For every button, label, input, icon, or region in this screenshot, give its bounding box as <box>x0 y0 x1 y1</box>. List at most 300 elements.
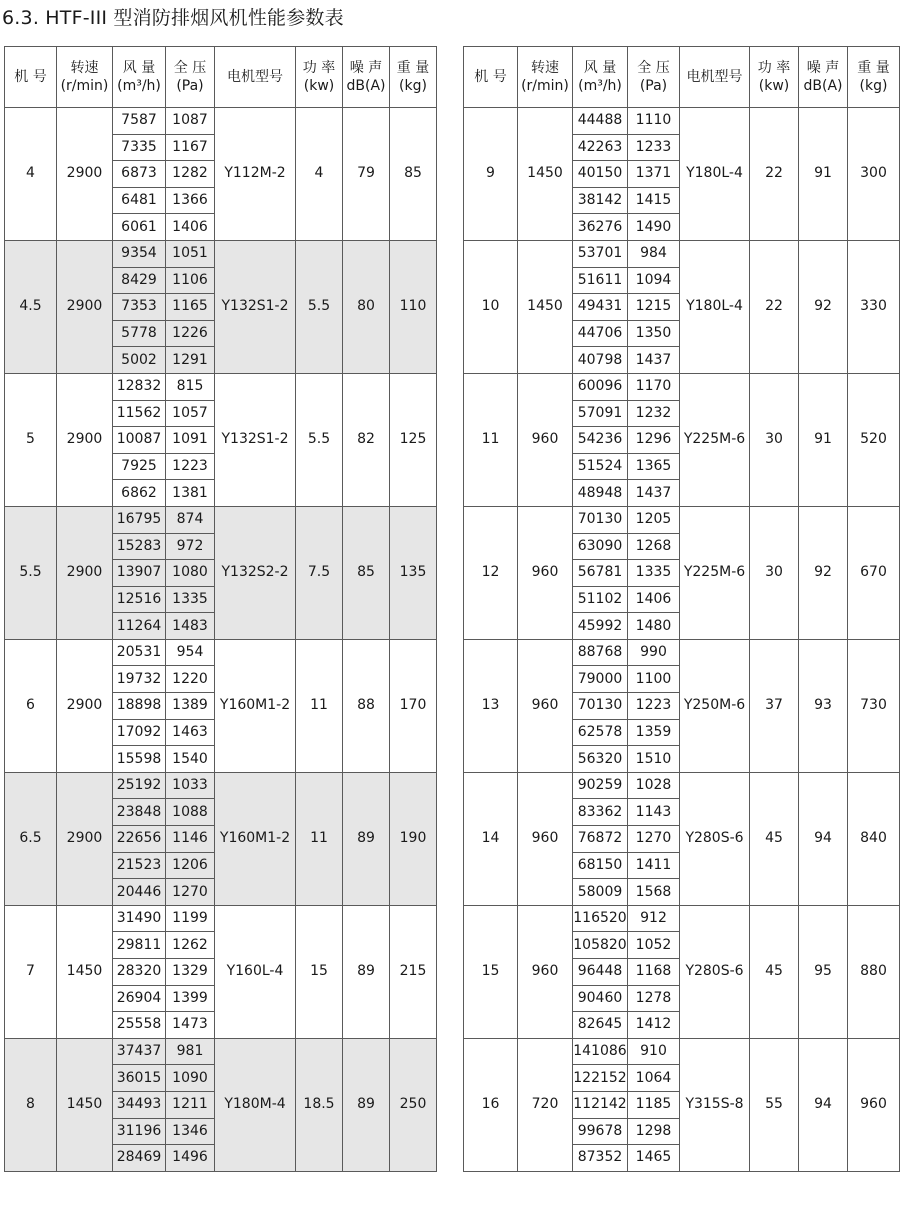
motor-model-cell: Y180M-4 <box>215 1038 296 1171</box>
airflow-cell: 13907 <box>113 560 166 587</box>
airflow-cell: 37437 <box>113 1038 166 1065</box>
header-row <box>5 47 437 108</box>
pressure-cell: 1168 <box>628 959 680 986</box>
col-machine-no-header <box>5 47 57 108</box>
airflow-cell: 7587 <box>113 108 166 135</box>
motor-model-cell: Y132S2-2 <box>215 506 296 639</box>
table-row <box>464 639 900 666</box>
weight-cell: 880 <box>848 905 900 1038</box>
power-cell: 15 <box>296 905 343 1038</box>
airflow-cell: 44488 <box>573 108 628 135</box>
pressure-cell: 990 <box>628 639 680 666</box>
power-cell: 11 <box>296 772 343 905</box>
pressure-cell: 1366 <box>166 187 215 214</box>
page-title: 6.3. HTF-III 型消防排烟风机性能参数表 <box>2 7 344 29</box>
pressure-cell: 1167 <box>166 134 215 161</box>
pressure-cell: 981 <box>166 1038 215 1065</box>
machine-no-cell: 15 <box>464 905 518 1038</box>
airflow-cell: 6481 <box>113 187 166 214</box>
pressure-cell: 1406 <box>166 214 215 241</box>
noise-cell: 94 <box>799 772 848 905</box>
col-pressure-header <box>166 47 215 108</box>
pressure-cell: 972 <box>166 533 215 560</box>
pressure-cell: 1223 <box>628 693 680 720</box>
speed-cell: 1450 <box>57 905 113 1038</box>
table-row <box>464 905 900 932</box>
machine-no-cell: 12 <box>464 506 518 639</box>
speed-cell: 2900 <box>57 108 113 241</box>
airflow-cell: 20531 <box>113 639 166 666</box>
pressure-cell: 874 <box>166 506 215 533</box>
table-row <box>5 772 437 799</box>
pressure-cell: 1165 <box>166 294 215 321</box>
pressure-cell: 1278 <box>628 985 680 1012</box>
airflow-cell: 29811 <box>113 932 166 959</box>
header-line-1: 机 号 <box>474 69 507 85</box>
power-cell: 55 <box>750 1038 799 1171</box>
pressure-cell: 1211 <box>166 1091 215 1118</box>
header-line-2: dB(A) <box>803 78 843 94</box>
airflow-cell: 7925 <box>113 453 166 480</box>
speed-cell: 960 <box>518 506 573 639</box>
airflow-cell: 51524 <box>573 453 628 480</box>
motor-model-cell: Y160M1-2 <box>215 639 296 772</box>
airflow-cell: 6873 <box>113 161 166 188</box>
pressure-cell: 1480 <box>628 613 680 640</box>
pressure-cell: 1091 <box>166 427 215 454</box>
pressure-cell: 1381 <box>166 480 215 507</box>
header-line-2: (kw) <box>303 78 335 94</box>
airflow-cell: 122152 <box>573 1065 628 1092</box>
noise-cell: 85 <box>343 506 390 639</box>
speed-cell: 960 <box>518 772 573 905</box>
pressure-cell: 1100 <box>628 666 680 693</box>
airflow-cell: 7353 <box>113 294 166 321</box>
header-row <box>464 47 900 108</box>
weight-cell: 110 <box>390 240 437 373</box>
airflow-cell: 51102 <box>573 586 628 613</box>
header-line-1: 机 号 <box>14 69 47 85</box>
airflow-cell: 49431 <box>573 294 628 321</box>
pressure-cell: 1223 <box>166 453 215 480</box>
pressure-cell: 1490 <box>628 214 680 241</box>
header-line-2: (Pa) <box>639 78 668 94</box>
header-line-1: 风 量 <box>122 60 156 76</box>
performance-table-left <box>4 46 437 1172</box>
airflow-cell: 6862 <box>113 480 166 507</box>
pressure-cell: 1033 <box>166 772 215 799</box>
airflow-cell: 68150 <box>573 852 628 879</box>
airflow-cell: 48948 <box>573 480 628 507</box>
pressure-cell: 1463 <box>166 719 215 746</box>
power-cell: 11 <box>296 639 343 772</box>
power-cell: 7.5 <box>296 506 343 639</box>
pressure-cell: 912 <box>628 905 680 932</box>
header-line-1: 重 量 <box>857 60 890 76</box>
airflow-cell: 141086 <box>573 1038 628 1065</box>
pressure-cell: 1094 <box>628 267 680 294</box>
table-row <box>464 108 900 135</box>
pressure-cell: 1437 <box>628 347 680 374</box>
noise-cell: 79 <box>343 108 390 241</box>
power-cell: 4 <box>296 108 343 241</box>
pressure-cell: 1206 <box>166 852 215 879</box>
pressure-cell: 1064 <box>628 1065 680 1092</box>
airflow-cell: 25558 <box>113 1012 166 1039</box>
pressure-cell: 1411 <box>628 852 680 879</box>
pressure-cell: 1350 <box>628 320 680 347</box>
airflow-cell: 53701 <box>573 240 628 267</box>
motor-model-cell: Y315S-8 <box>680 1038 750 1171</box>
motor-model-cell: Y225M-6 <box>680 373 750 506</box>
noise-cell: 88 <box>343 639 390 772</box>
pressure-cell: 1262 <box>166 932 215 959</box>
speed-cell: 720 <box>518 1038 573 1171</box>
header-line-1: 噪 声 <box>806 60 840 76</box>
machine-no-cell: 7 <box>5 905 57 1038</box>
weight-cell: 85 <box>390 108 437 241</box>
machine-no-cell: 6.5 <box>5 772 57 905</box>
weight-cell: 250 <box>390 1038 437 1171</box>
speed-cell: 2900 <box>57 240 113 373</box>
airflow-cell: 54236 <box>573 427 628 454</box>
pressure-cell: 1268 <box>628 533 680 560</box>
airflow-cell: 10087 <box>113 427 166 454</box>
machine-no-cell: 14 <box>464 772 518 905</box>
pressure-cell: 1110 <box>628 108 680 135</box>
airflow-cell: 57091 <box>573 400 628 427</box>
airflow-cell: 70130 <box>573 693 628 720</box>
airflow-cell: 8429 <box>113 267 166 294</box>
power-cell: 22 <box>750 240 799 373</box>
airflow-cell: 36015 <box>113 1065 166 1092</box>
airflow-cell: 99678 <box>573 1118 628 1145</box>
speed-cell: 2900 <box>57 639 113 772</box>
speed-cell: 1450 <box>57 1038 113 1171</box>
pressure-cell: 954 <box>166 639 215 666</box>
noise-cell: 92 <box>799 240 848 373</box>
weight-cell: 190 <box>390 772 437 905</box>
weight-cell: 670 <box>848 506 900 639</box>
machine-no-cell: 4 <box>5 108 57 241</box>
airflow-cell: 40798 <box>573 347 628 374</box>
noise-cell: 89 <box>343 1038 390 1171</box>
pressure-cell: 1399 <box>166 985 215 1012</box>
col-pressure-header <box>628 47 680 108</box>
machine-no-cell: 8 <box>5 1038 57 1171</box>
airflow-cell: 60096 <box>573 373 628 400</box>
pressure-cell: 1437 <box>628 480 680 507</box>
header-line-2: (Pa) <box>176 78 204 94</box>
airflow-cell: 90460 <box>573 985 628 1012</box>
table-row <box>5 373 437 400</box>
airflow-cell: 105820 <box>573 932 628 959</box>
airflow-cell: 26904 <box>113 985 166 1012</box>
power-cell: 37 <box>750 639 799 772</box>
airflow-cell: 51611 <box>573 267 628 294</box>
col-weight-header <box>390 47 437 108</box>
speed-cell: 2900 <box>57 506 113 639</box>
airflow-cell: 82645 <box>573 1012 628 1039</box>
speed-cell: 960 <box>518 373 573 506</box>
power-cell: 45 <box>750 772 799 905</box>
noise-cell: 89 <box>343 772 390 905</box>
airflow-cell: 5002 <box>113 347 166 374</box>
pressure-cell: 1291 <box>166 347 215 374</box>
machine-no-cell: 13 <box>464 639 518 772</box>
motor-model-cell: Y132S1-2 <box>215 373 296 506</box>
airflow-cell: 90259 <box>573 772 628 799</box>
table-row <box>5 108 437 135</box>
weight-cell: 300 <box>848 108 900 241</box>
pressure-cell: 1465 <box>628 1145 680 1172</box>
pressure-cell: 1389 <box>166 693 215 720</box>
noise-cell: 80 <box>343 240 390 373</box>
airflow-cell: 11562 <box>113 400 166 427</box>
noise-cell: 94 <box>799 1038 848 1171</box>
table-row <box>5 905 437 932</box>
pressure-cell: 1080 <box>166 560 215 587</box>
pressure-cell: 1296 <box>628 427 680 454</box>
pressure-cell: 1415 <box>628 187 680 214</box>
speed-cell: 2900 <box>57 772 113 905</box>
col-airflow-header <box>113 47 166 108</box>
motor-model-cell: Y180L-4 <box>680 240 750 373</box>
header-line-2: (kw) <box>758 78 790 94</box>
airflow-cell: 45992 <box>573 613 628 640</box>
pressure-cell: 1170 <box>628 373 680 400</box>
table-row <box>5 639 437 666</box>
machine-no-cell: 4.5 <box>5 240 57 373</box>
airflow-cell: 96448 <box>573 959 628 986</box>
airflow-cell: 28320 <box>113 959 166 986</box>
weight-cell: 170 <box>390 639 437 772</box>
pressure-cell: 1028 <box>628 772 680 799</box>
airflow-cell: 9354 <box>113 240 166 267</box>
airflow-cell: 83362 <box>573 799 628 826</box>
pressure-cell: 1052 <box>628 932 680 959</box>
pressure-cell: 815 <box>166 373 215 400</box>
noise-cell: 92 <box>799 506 848 639</box>
pressure-cell: 1226 <box>166 320 215 347</box>
pressure-cell: 1568 <box>628 879 680 906</box>
machine-no-cell: 9 <box>464 108 518 241</box>
pressure-cell: 1406 <box>628 586 680 613</box>
noise-cell: 91 <box>799 373 848 506</box>
table-body <box>464 108 900 1172</box>
airflow-cell: 40150 <box>573 161 628 188</box>
header-line-1: 噪 声 <box>349 60 383 76</box>
table-row <box>464 240 900 267</box>
pressure-cell: 1220 <box>166 666 215 693</box>
motor-model-cell: Y112M-2 <box>215 108 296 241</box>
motor-model-cell: Y160M1-2 <box>215 772 296 905</box>
header-line-2: (m³/h) <box>117 78 161 94</box>
airflow-cell: 56781 <box>573 560 628 587</box>
airflow-cell: 12516 <box>113 586 166 613</box>
machine-no-cell: 16 <box>464 1038 518 1171</box>
col-speed-header <box>518 47 573 108</box>
pressure-cell: 1143 <box>628 799 680 826</box>
airflow-cell: 21523 <box>113 852 166 879</box>
airflow-cell: 42263 <box>573 134 628 161</box>
col-power-header <box>296 47 343 108</box>
speed-cell: 960 <box>518 905 573 1038</box>
weight-cell: 330 <box>848 240 900 373</box>
header-line-1: 转速 <box>70 60 99 76</box>
airflow-cell: 112142 <box>573 1091 628 1118</box>
noise-cell: 91 <box>799 108 848 241</box>
header-line-2: (r/min) <box>521 78 569 94</box>
airflow-cell: 23848 <box>113 799 166 826</box>
pressure-cell: 1051 <box>166 240 215 267</box>
header-line-1: 重 量 <box>396 60 430 76</box>
pressure-cell: 1412 <box>628 1012 680 1039</box>
airflow-cell: 22656 <box>113 826 166 853</box>
col-noise-header <box>343 47 390 108</box>
header-line-2: (kg) <box>399 78 427 94</box>
pressure-cell: 1335 <box>628 560 680 587</box>
pressure-cell: 1087 <box>166 108 215 135</box>
col-weight-header <box>848 47 900 108</box>
header-line-1: 转速 <box>531 60 559 76</box>
airflow-cell: 62578 <box>573 719 628 746</box>
airflow-cell: 25192 <box>113 772 166 799</box>
airflow-cell: 7335 <box>113 134 166 161</box>
power-cell: 5.5 <box>296 240 343 373</box>
pressure-cell: 1233 <box>628 134 680 161</box>
airflow-cell: 88768 <box>573 639 628 666</box>
weight-cell: 125 <box>390 373 437 506</box>
pressure-cell: 1329 <box>166 959 215 986</box>
weight-cell: 520 <box>848 373 900 506</box>
machine-no-cell: 10 <box>464 240 518 373</box>
airflow-cell: 63090 <box>573 533 628 560</box>
weight-cell: 730 <box>848 639 900 772</box>
header-line-2: dB(A) <box>346 78 386 94</box>
col-airflow-header <box>573 47 628 108</box>
pressure-cell: 1335 <box>166 586 215 613</box>
airflow-cell: 6061 <box>113 214 166 241</box>
pressure-cell: 1483 <box>166 613 215 640</box>
pressure-cell: 1346 <box>166 1118 215 1145</box>
speed-cell: 960 <box>518 639 573 772</box>
motor-model-cell: Y180L-4 <box>680 108 750 241</box>
airflow-cell: 79000 <box>573 666 628 693</box>
airflow-cell: 36276 <box>573 214 628 241</box>
motor-model-cell: Y132S1-2 <box>215 240 296 373</box>
weight-cell: 960 <box>848 1038 900 1171</box>
motor-model-cell: Y225M-6 <box>680 506 750 639</box>
noise-cell: 89 <box>343 905 390 1038</box>
col-noise-header <box>799 47 848 108</box>
noise-cell: 93 <box>799 639 848 772</box>
machine-no-cell: 5 <box>5 373 57 506</box>
header-line-1: 全 压 <box>173 60 207 76</box>
pressure-cell: 1205 <box>628 506 680 533</box>
pressure-cell: 1270 <box>628 826 680 853</box>
table-body <box>5 108 437 1172</box>
power-cell: 30 <box>750 373 799 506</box>
airflow-cell: 16795 <box>113 506 166 533</box>
airflow-cell: 5778 <box>113 320 166 347</box>
airflow-cell: 11264 <box>113 613 166 640</box>
airflow-cell: 17092 <box>113 719 166 746</box>
airflow-cell: 15598 <box>113 746 166 773</box>
noise-cell: 82 <box>343 373 390 506</box>
header-line-1: 全 压 <box>637 60 670 76</box>
motor-model-cell: Y250M-6 <box>680 639 750 772</box>
pressure-cell: 1057 <box>166 400 215 427</box>
pressure-cell: 1282 <box>166 161 215 188</box>
motor-model-cell: Y280S-6 <box>680 772 750 905</box>
weight-cell: 135 <box>390 506 437 639</box>
pressure-cell: 1496 <box>166 1145 215 1172</box>
airflow-cell: 12832 <box>113 373 166 400</box>
airflow-cell: 28469 <box>113 1145 166 1172</box>
table-row <box>464 772 900 799</box>
machine-no-cell: 11 <box>464 373 518 506</box>
table-row <box>5 240 437 267</box>
airflow-cell: 56320 <box>573 746 628 773</box>
header-line-1: 功 率 <box>302 60 336 76</box>
col-motor-header <box>680 47 750 108</box>
pressure-cell: 1090 <box>166 1065 215 1092</box>
pressure-cell: 1270 <box>166 879 215 906</box>
pressure-cell: 1088 <box>166 799 215 826</box>
airflow-cell: 19732 <box>113 666 166 693</box>
col-motor-header <box>215 47 296 108</box>
airflow-cell: 76872 <box>573 826 628 853</box>
pressure-cell: 1510 <box>628 746 680 773</box>
pressure-cell: 1146 <box>166 826 215 853</box>
airflow-cell: 18898 <box>113 693 166 720</box>
airflow-cell: 20446 <box>113 879 166 906</box>
pressure-cell: 1371 <box>628 161 680 188</box>
power-cell: 45 <box>750 905 799 1038</box>
pressure-cell: 1185 <box>628 1091 680 1118</box>
header-line-1: 电机型号 <box>686 69 743 85</box>
motor-model-cell: Y280S-6 <box>680 905 750 1038</box>
pressure-cell: 1540 <box>166 746 215 773</box>
header-line-1: 功 率 <box>757 60 791 76</box>
weight-cell: 215 <box>390 905 437 1038</box>
airflow-cell: 34493 <box>113 1091 166 1118</box>
header-line-1: 风 量 <box>583 60 617 76</box>
airflow-cell: 38142 <box>573 187 628 214</box>
airflow-cell: 58009 <box>573 879 628 906</box>
airflow-cell: 31490 <box>113 905 166 932</box>
pressure-cell: 910 <box>628 1038 680 1065</box>
pressure-cell: 1215 <box>628 294 680 321</box>
airflow-cell: 31196 <box>113 1118 166 1145</box>
table-row <box>464 373 900 400</box>
speed-cell: 1450 <box>518 108 573 241</box>
machine-no-cell: 5.5 <box>5 506 57 639</box>
header-line-2: (kg) <box>859 78 888 94</box>
airflow-cell: 116520 <box>573 905 628 932</box>
table-row <box>464 506 900 533</box>
noise-cell: 95 <box>799 905 848 1038</box>
speed-cell: 2900 <box>57 373 113 506</box>
table-row <box>5 506 437 533</box>
header-line-1: 电机型号 <box>227 69 283 85</box>
col-speed-header <box>57 47 113 108</box>
power-cell: 18.5 <box>296 1038 343 1171</box>
pressure-cell: 1232 <box>628 400 680 427</box>
pressure-cell: 1365 <box>628 453 680 480</box>
table-row <box>464 1038 900 1065</box>
